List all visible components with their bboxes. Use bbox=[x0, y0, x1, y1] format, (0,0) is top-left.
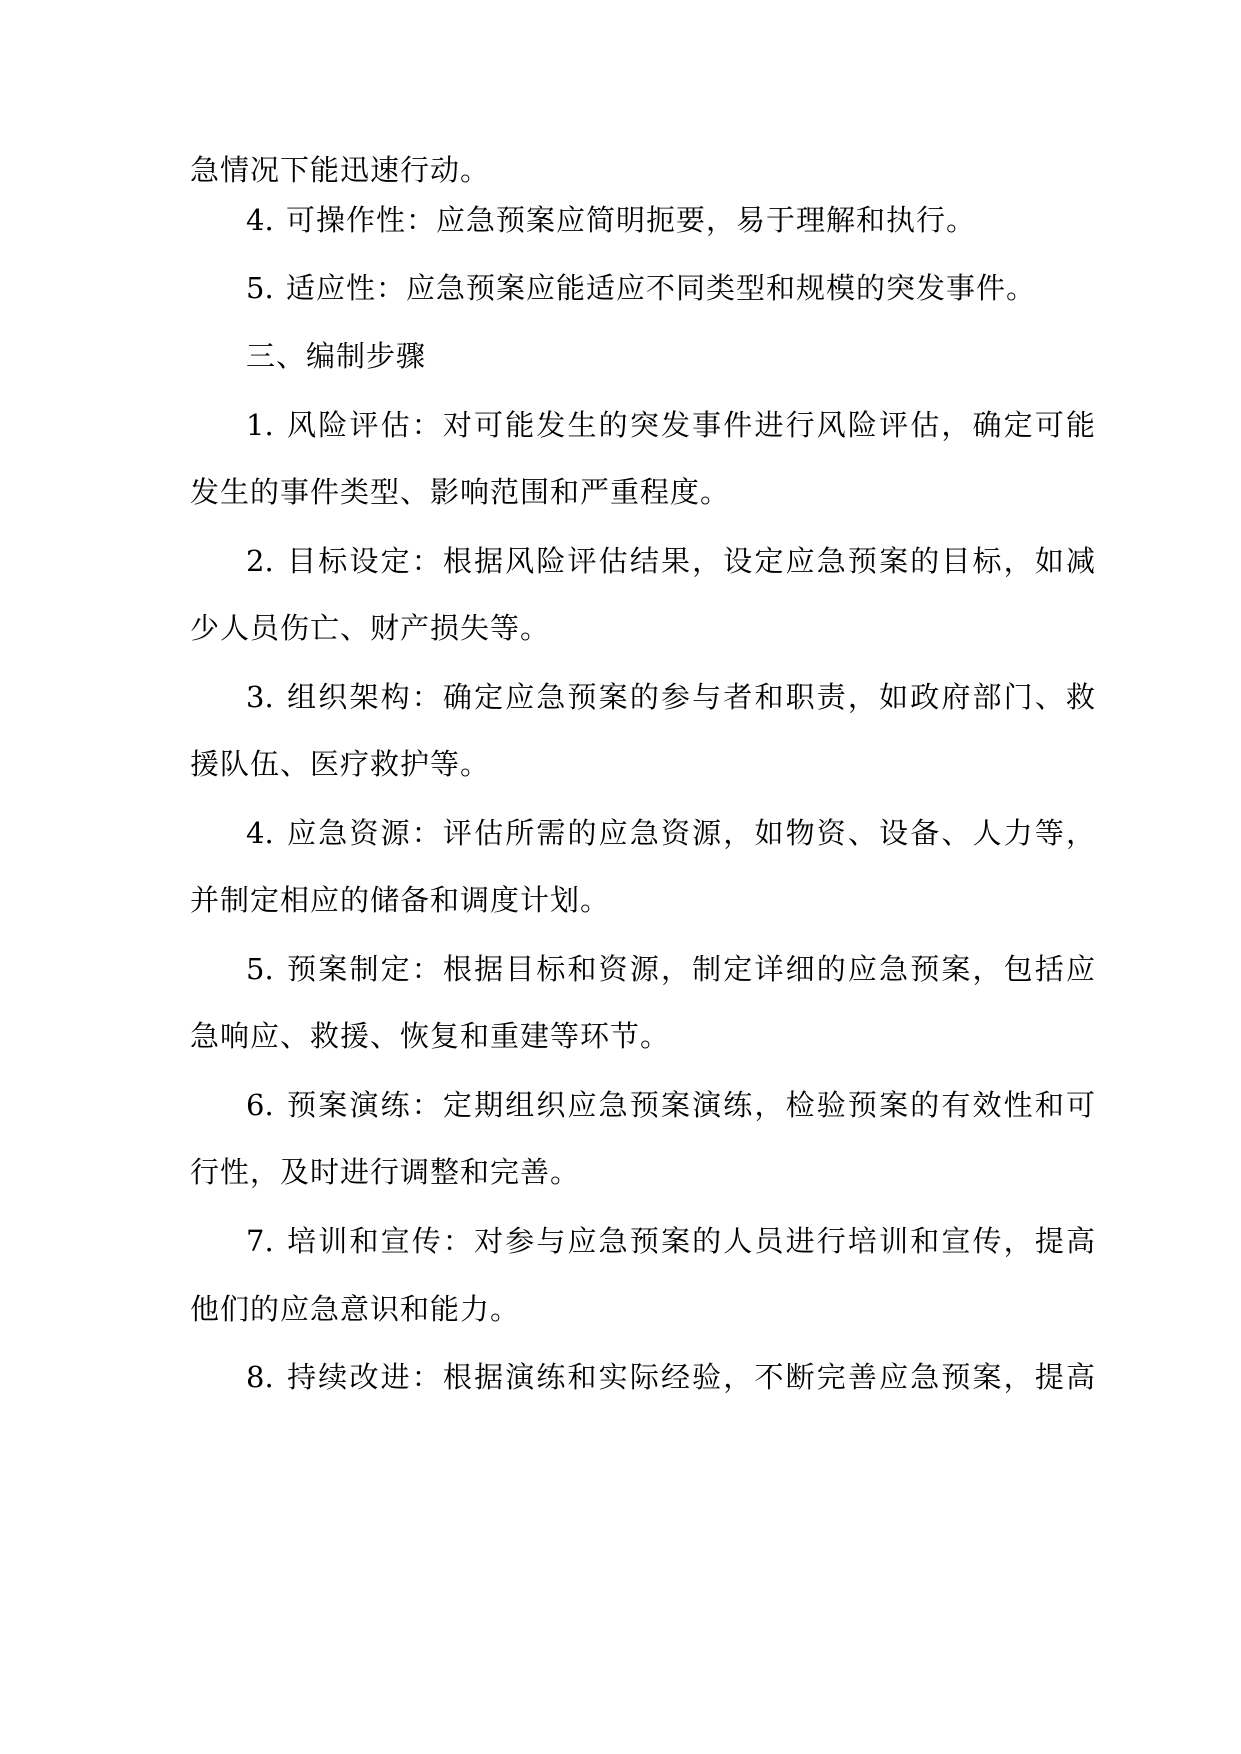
line-text: 目标设定：根据风险评估结果，设定应急预案的目标，如减 bbox=[286, 544, 1096, 578]
text-line bbox=[190, 739, 1090, 789]
text-line bbox=[190, 1011, 1090, 1061]
list-number: 4. bbox=[246, 203, 274, 237]
list-item-line bbox=[246, 944, 1096, 994]
line-text: 行性，及时进行调整和完善。 bbox=[190, 1155, 581, 1189]
line-text: 预案制定：根据目标和资源，制定详细的应急预案，包括应 bbox=[286, 952, 1096, 986]
section-heading bbox=[246, 331, 1146, 381]
list-item-line bbox=[246, 1216, 1096, 1266]
list-number: 1. bbox=[246, 408, 274, 442]
list-number: 2. bbox=[246, 544, 274, 578]
list-number: 6. bbox=[246, 1088, 274, 1122]
list-number: 5. bbox=[246, 952, 274, 986]
line-text: 少人员伤亡、财产损失等。 bbox=[190, 611, 551, 645]
line-text: 持续改进：根据演练和实际经验，不断完善应急预案，提高 bbox=[286, 1360, 1096, 1394]
list-item-line bbox=[246, 672, 1096, 722]
heading-text: 三、编制步骤 bbox=[246, 339, 427, 373]
list-item-line bbox=[246, 1080, 1096, 1130]
line-text: 风险评估：对可能发生的突发事件进行风险评估，确定可能 bbox=[286, 408, 1096, 442]
list-number: 7. bbox=[246, 1224, 274, 1258]
text-line bbox=[190, 467, 1090, 517]
line-text: 发生的事件类型、影响范围和严重程度。 bbox=[190, 475, 731, 509]
list-number: 8. bbox=[246, 1360, 274, 1394]
list-item-line bbox=[246, 263, 1146, 313]
line-text: 并制定相应的储备和调度计划。 bbox=[190, 883, 611, 917]
line-text: 急响应、救援、恢复和重建等环节。 bbox=[190, 1019, 671, 1053]
list-number: 5. bbox=[246, 271, 274, 305]
line-text: 预案演练：定期组织应急预案演练，检验预案的有效性和可 bbox=[286, 1088, 1096, 1122]
list-number: 4. bbox=[246, 816, 274, 850]
text-line bbox=[190, 1284, 1090, 1334]
line-text: 组织架构：确定应急预案的参与者和职责，如政府部门、救 bbox=[286, 680, 1096, 714]
list-item-line bbox=[246, 808, 1096, 858]
text-line bbox=[190, 875, 1090, 925]
text-line bbox=[190, 1147, 1090, 1197]
list-item-line bbox=[246, 195, 1146, 245]
list-item-line bbox=[246, 400, 1096, 450]
text-line bbox=[190, 603, 1090, 653]
line-text: 培训和宣传：对参与应急预案的人员进行培训和宣传，提高 bbox=[286, 1224, 1096, 1258]
list-item-line bbox=[246, 536, 1096, 586]
line-text: 应急资源：评估所需的应急资源，如物资、设备、人力等， bbox=[286, 816, 1096, 850]
line-text: 援队伍、医疗救护等。 bbox=[190, 747, 491, 781]
text-line bbox=[190, 145, 1090, 195]
line-text: 适应性：应急预案应能适应不同类型和规模的突发事件。 bbox=[286, 271, 1037, 305]
line-text: 可操作性：应急预案应简明扼要，易于理解和执行。 bbox=[286, 203, 977, 237]
line-text: 急情况下能迅速行动。 bbox=[190, 153, 491, 187]
line-text: 他们的应急意识和能力。 bbox=[190, 1292, 521, 1326]
list-item-line bbox=[246, 1352, 1096, 1402]
list-number: 3. bbox=[246, 680, 274, 714]
